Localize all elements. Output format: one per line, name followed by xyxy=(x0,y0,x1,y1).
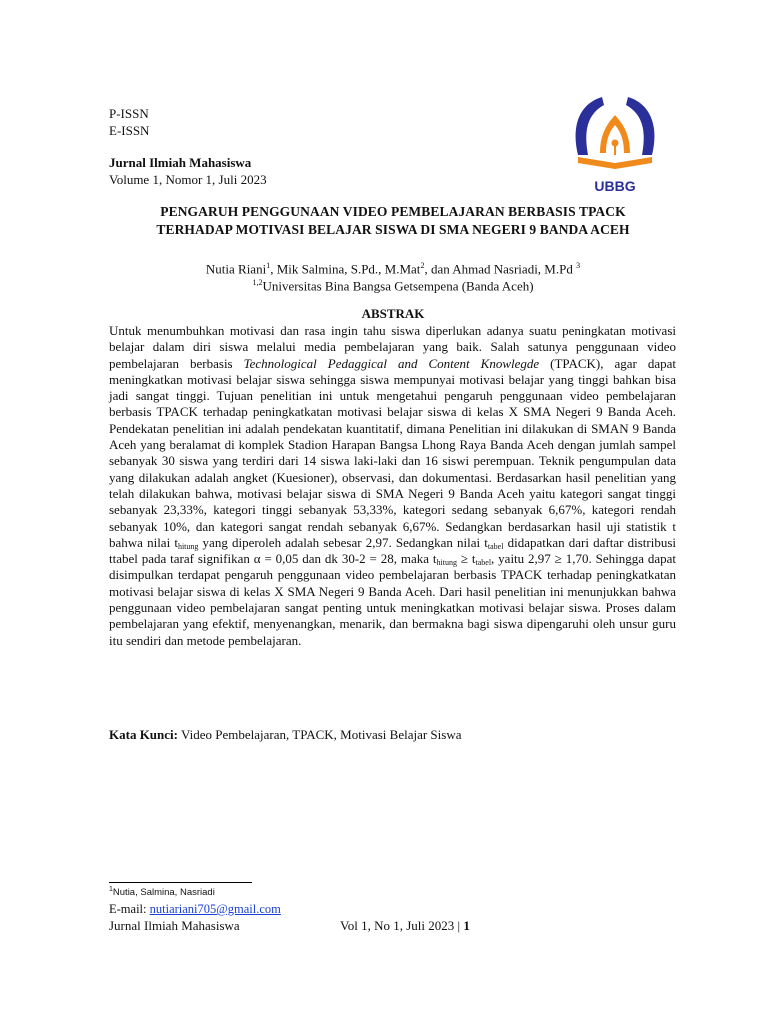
e-issn: E-ISSN xyxy=(109,123,150,138)
abstract-body: Untuk menumbuhkan motivasi dan rasa ingin tahu siswa diperlukan adanya suatu peningkatan motivasi belajar dalam diri siswa melalui media pembelajaran yang baik. Salah satunya penggunaan video pembelajaran berbasis Technological Pedaggical and Content Knowlegde (TPACK), agar dapat meningkatkan motivasi belajar siswa sehingga siswa mempunyai motivasi belajar yang tinggi bahkan bisa jadi sangat tinggi. Tujuan penelitian ini untuk mengetahui pengaruh penggunaan video pembelajaran berbasis TPACK terhadap peningkatkatan motivasi belajar siswa di kelas X SMA Negeri 9 Banda Aceh. Pendekatan penelitian ini adalah pendekatan kuantitatif, dimana Penelitian ini dilakukan di SMAN 9 Banda Aceh yang beralamat di komplek Stadion Harapan Bangsa Lhong Raya Banda Aceh dengan jumlah sampel sebanyak 30 siswa yang terdiri dari 14 siswa laki-laki dan 16 siswi perempuan. Teknik pengumpulan data yang dilakukan adalah angket (Kuesioner), observasi, dan dokumentasi. Berdasarkan hasil penelitian yang telah dilakukan bahwa, motivasi belajar siswa di SMA Negeri 9 Banda Aceh yaitu kategori sangat tinggi sebanyak 23,33%, kategori tinggi sebanyak 53,33%, kategori sedang sebanyak 6,67%, kategori rendah sebanyak 10%, dan kategori sangat rendah sebanyak 6,67%. Sedangkan berdasarkan hasil uji statistik t bahwa nilai $t_{hitung}$ yang diperoleh adalah sebesar 2,97. Sedangkan nilai $t_{tabel}$ didapatkan dari daftar distribusi ttabel pada taraf signifikan α = 0,05 dan dk 30-2 = 28, maka $t_{hitung} \ge t_{tabel}$, yaitu 2,97 ≥ 1,70. Sehingga dapat disimpulkan terdapat pengaruh penggunaan video pembelajaran berbasis TPACK terhadap peningkatkatan motivasi belajar siswa di kelas X SMA Negeri 9 Banda Aceh. Dari hasil penelitian ini menunjukkan bahwa penggunaan video pembelajaran sangat penting untuk meningkatkan motivasi belajar siswa. Proses dalam pembelajaran yang efektif, menyenangkan, menarik, dan bermakna bagi siswa dipengaruhi oleh unsur guru itu sendiri dan metode pembelajaran. xyxy=(109,323,676,648)
abstract-heading: ABSTRAK xyxy=(361,306,425,321)
affiliation xyxy=(100,274,686,294)
paper-title-line1: PENGARUH PENGGUNAAN VIDEO PEMBELAJARAN BERBASIS TPACK xyxy=(160,204,626,219)
affiliation-sup: 1,2 xyxy=(252,278,263,287)
affiliation-text: Universitas Bina Bangsa Getsempena (Banda Aceh) xyxy=(262,278,534,294)
page-number: 1 xyxy=(463,918,470,933)
author-3: , dan Ahmad Nasriadi, M.Pd xyxy=(424,261,577,277)
ubbg-logo xyxy=(570,93,660,197)
p-issn: P-ISSN xyxy=(109,106,149,121)
footnote-email: E-mail: nutiariani705@gmail.com xyxy=(109,902,281,916)
author-1-sup: 1 xyxy=(266,261,271,270)
author-2-sup: 2 xyxy=(420,261,425,270)
author-2: , Mik Salmina, S.Pd., M.Mat xyxy=(270,261,421,277)
author-1: Nutia Riani xyxy=(205,261,267,277)
journal-name: Jurnal Ilmiah Mahasiswa xyxy=(109,155,252,170)
volume-info: Volume 1, Nomor 1, Juli 2023 xyxy=(109,172,267,187)
keywords-label: Kata Kunci: xyxy=(109,727,178,742)
footnote-divider xyxy=(109,882,252,883)
paper-title-line2: TERHADAP MOTIVASI BELAJAR SISWA DI SMA NEGERI 9 BANDA ACEH xyxy=(156,222,630,237)
email-link[interactable]: nutiariani705@gmail.com xyxy=(149,902,281,916)
keywords xyxy=(109,727,462,743)
logo-text: UBBG xyxy=(594,178,636,194)
footer-journal: Jurnal Ilmiah Mahasiswa xyxy=(109,918,240,933)
abstract-italic-term: Technological Pedaggical and Content Knowlegde xyxy=(243,355,540,371)
footnote-names: $^1$Nutia, Salmina, Nasriadi xyxy=(109,886,215,899)
keywords-text: Video Pembelajaran, TPACK, Motivasi Belajar Siswa xyxy=(177,727,462,742)
author-3-sup: 3 xyxy=(576,261,581,270)
footer-issue: Vol 1, No 1, Juli 2023 | 1 xyxy=(340,918,470,933)
